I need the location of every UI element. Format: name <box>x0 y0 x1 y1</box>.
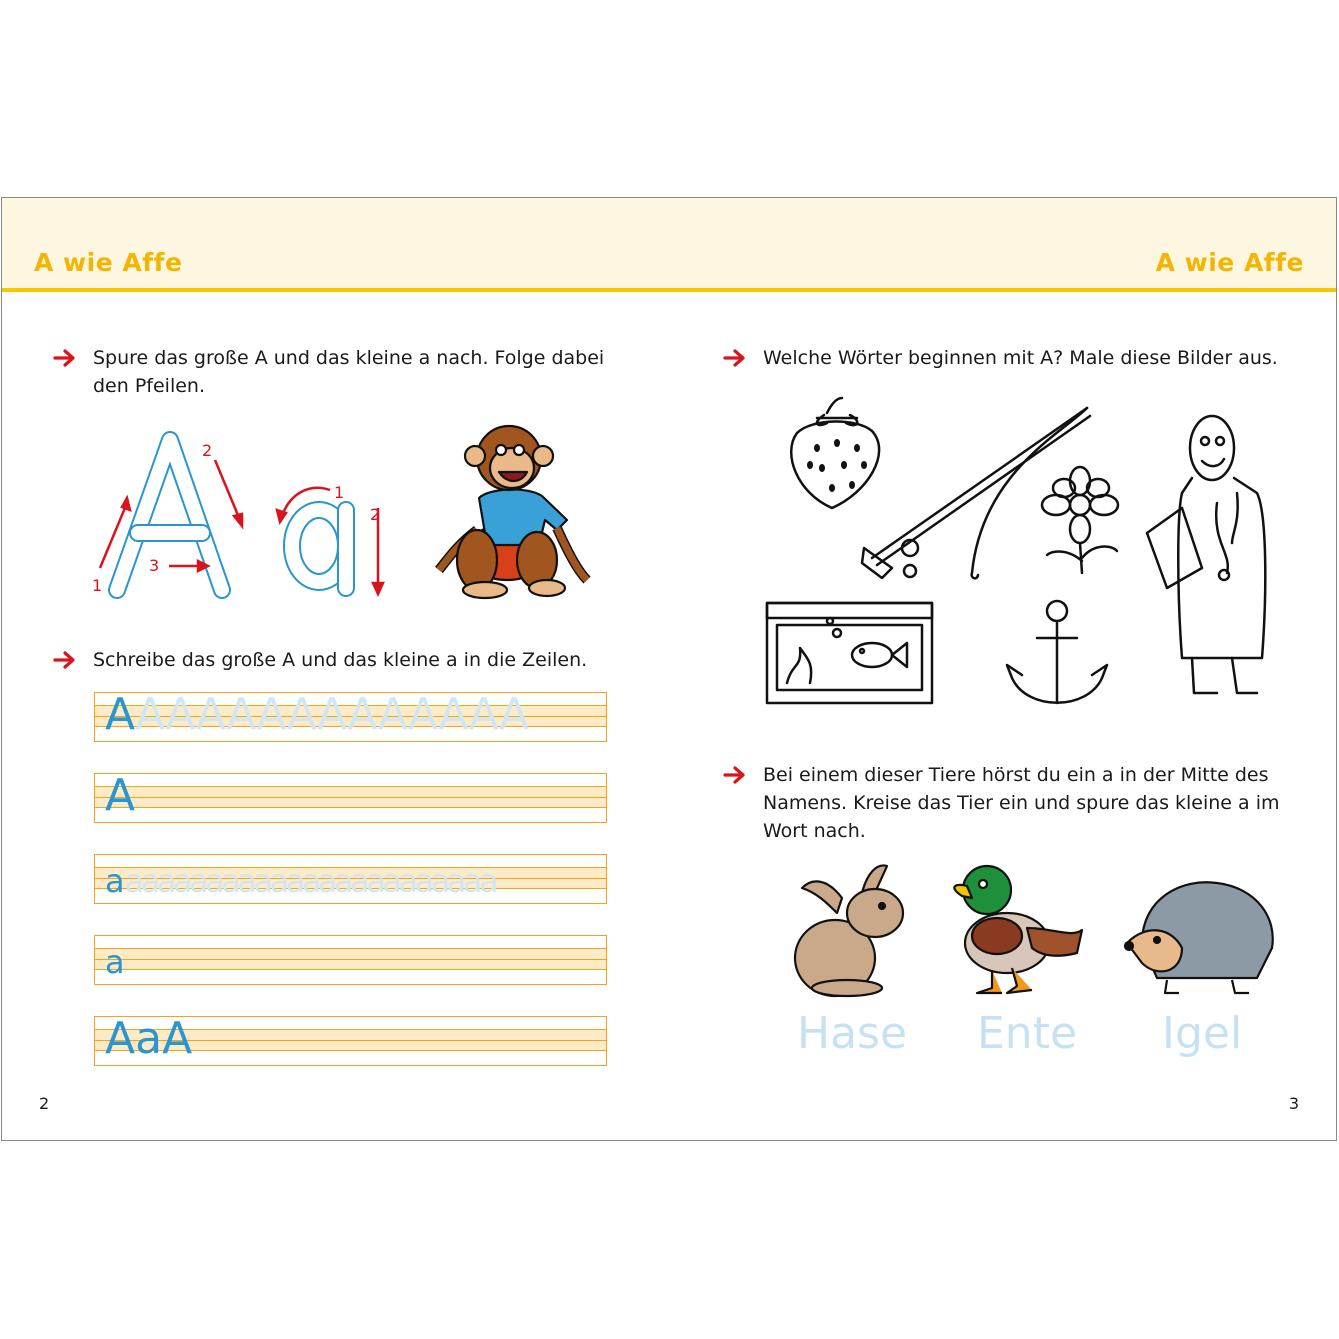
row-lead-letter: AaA <box>105 1013 193 1064</box>
red-arrow-icon <box>53 344 79 372</box>
word-trace-ente[interactable]: Ente <box>977 1008 1078 1059</box>
instruction-circle-line3: Wort nach. <box>763 820 866 842</box>
flower-icon[interactable] <box>1042 467 1118 573</box>
instruction-trace-line2: den Pfeilen. <box>93 375 205 397</box>
row-lead-letter: a <box>105 943 125 981</box>
page-title-right: A wie Affe <box>1155 248 1304 277</box>
hedgehog-illustration[interactable] <box>1125 882 1273 993</box>
red-arrow-icon <box>723 761 749 789</box>
instruction-circle-line1: Bei einem dieser Tiere hörst du ein a in der Mitte des <box>763 764 1269 786</box>
stroke-label-lower-2: 2 <box>370 505 381 524</box>
stroke-label-lower-1: 1 <box>334 483 345 502</box>
row-lead-letter: A <box>105 770 136 821</box>
anchor-icon[interactable] <box>1007 601 1107 703</box>
letter-trace-area <box>82 428 402 608</box>
header-band <box>2 198 1336 291</box>
row-lead-letter: a <box>105 862 125 900</box>
row-ghost-letters: aaaaaaaaaaaaaaaaaaaaaaa <box>124 862 496 900</box>
doctor-icon[interactable] <box>1147 416 1265 693</box>
row-lead-letter: A <box>105 689 136 740</box>
duck-illustration[interactable] <box>954 866 1082 993</box>
page-number-right: 3 <box>1288 1094 1299 1113</box>
red-arrow-icon <box>53 646 79 674</box>
instruction-circle-line2: Namens. Kreise das Tier ein und spure das kleine a im <box>763 792 1280 814</box>
writing-row-4[interactable] <box>94 935 607 985</box>
writing-row-2[interactable] <box>94 770 607 823</box>
instruction-color <box>763 344 1303 372</box>
row-ghost-letters: AAAAAAAAAAAAA <box>135 689 529 740</box>
hollow-lower-a <box>292 510 346 588</box>
word-trace-igel[interactable]: Igel <box>1162 1008 1243 1059</box>
stroke-label-upper-2: 2 <box>202 441 213 460</box>
page-number-left: 2 <box>39 1094 50 1113</box>
monkey-illustration <box>417 420 602 605</box>
red-arrow-icon <box>723 344 749 372</box>
instruction-circle <box>763 761 1303 845</box>
header-line <box>2 288 1336 292</box>
book-spread <box>1 197 1337 1141</box>
coloring-pictures <box>762 393 1282 723</box>
writing-row-5[interactable] <box>94 1013 607 1066</box>
page-title-left: A wie Affe <box>34 248 183 277</box>
stroke-label-upper-1: 1 <box>92 576 103 595</box>
word-trace-hase[interactable]: Hase <box>797 1008 908 1059</box>
animals-row <box>787 858 1287 1003</box>
instruction-write <box>93 646 633 674</box>
strawberry-icon[interactable] <box>791 398 879 508</box>
aquarium-icon[interactable] <box>767 603 932 703</box>
rabbit-illustration[interactable] <box>795 865 903 996</box>
instruction-color-text: Welche Wörter beginnen mit A? Male diese Bilder aus. <box>763 347 1278 369</box>
writing-row-1[interactable] <box>94 689 607 742</box>
instruction-write-text: Schreibe das große A und das kleine a in die Zeilen. <box>93 649 588 671</box>
instruction-trace-line1: Spure das große A und das kleine a nach. Folge dabei <box>93 347 605 369</box>
stroke-label-upper-3: 3 <box>149 556 160 575</box>
writing-row-3[interactable] <box>94 854 607 904</box>
instruction-trace <box>93 344 633 400</box>
